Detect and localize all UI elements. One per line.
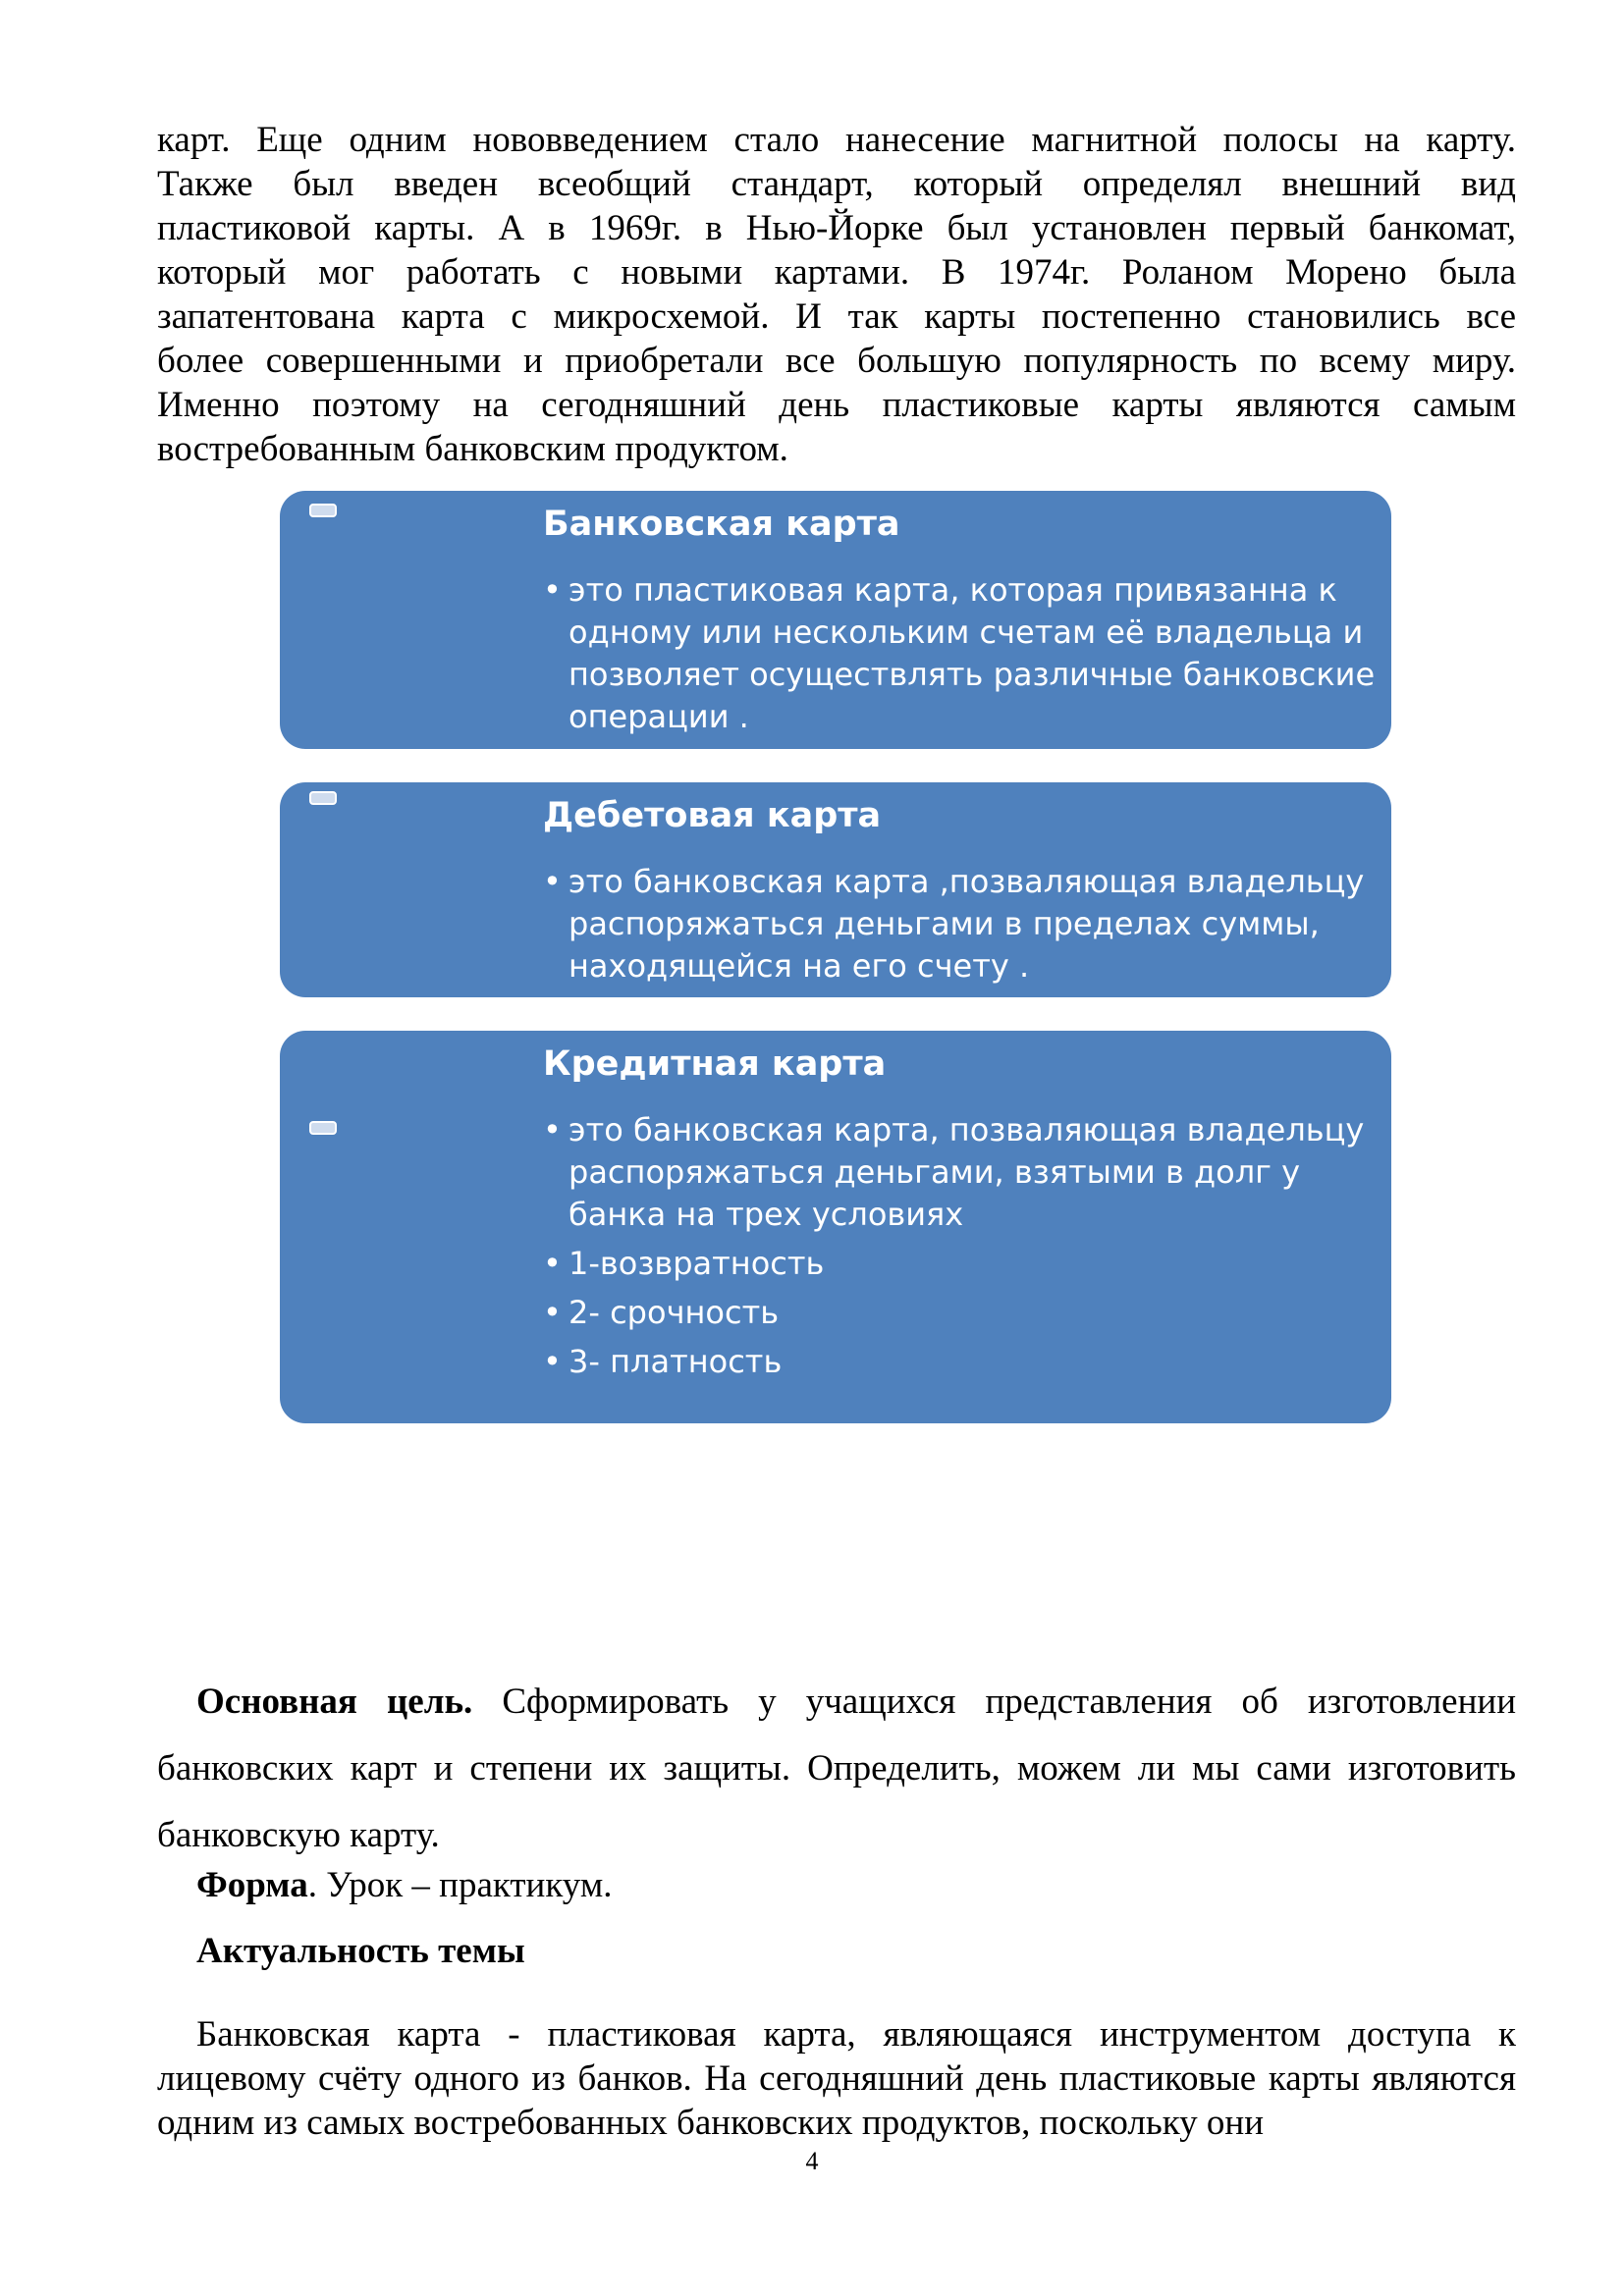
- bullet-item: • 1-возвратность: [543, 1243, 1378, 1285]
- debit-card-box: [280, 782, 1391, 997]
- bullet-item: • это банковская карта, позваляющая владельцу распоряжаться деньгами, взятыми в долг у банка на трех условиях: [543, 1109, 1378, 1236]
- bullet-item: • это пластиковая карта, которая привязанна к одному или нескольким счетам её владельца и позволяет осуществлять различные банковские операции .: [543, 569, 1378, 738]
- box-title: Банковская карта: [543, 505, 900, 544]
- collapse-icon[interactable]: [309, 504, 337, 517]
- form-paragraph: [157, 1863, 1555, 1907]
- goal-label: Основная цель.: [196, 1682, 473, 1722]
- intro-line: более совершенными и приобретали все большую популярность по всему миру.: [157, 341, 1516, 381]
- bullet-item: • 2- срочность: [543, 1292, 1378, 1334]
- intro-line: Именно поэтому на сегодняшний день пластиковые карты являются самым: [157, 385, 1516, 425]
- intro-line: запатентована карта с микросхемой. И так карты постепенно становились все: [157, 296, 1516, 337]
- bank-card-box: [280, 491, 1391, 749]
- intro-paragraph: [157, 118, 1516, 471]
- form-label: Форма: [196, 1865, 308, 1905]
- page-number: 4: [805, 2147, 819, 2175]
- box-title: Кредитная карта: [543, 1044, 887, 1084]
- collapse-icon[interactable]: [309, 1121, 337, 1135]
- intro-line: который мог работать с новыми картами. В 1974г. Роланом Морено была: [157, 252, 1516, 293]
- topic-heading: Актуальность темы: [196, 1931, 525, 1971]
- box-title: Дебетовая карта: [543, 796, 882, 835]
- intro-line: Также был введен всеобщий стандарт, который определял внешний вид: [157, 164, 1516, 204]
- collapse-icon[interactable]: [309, 791, 337, 805]
- goal-text: Сформировать у учащихся представления об изготовлении банковских карт и степени их защиты. Определить, можем ли мы сами изготовить банковскую карту.: [157, 1682, 1516, 1855]
- box-items: [543, 569, 1378, 738]
- relevance-paragraph: Банковская карта - пластиковая карта, являющаяся инструментом доступа к лицевому счёту одного из банков. На сегодняшний день пластиковые карты являются одним из самых востребованных банковских продуктов, поскольку они: [157, 2014, 1516, 2143]
- bullet-item: • 3- платность: [543, 1341, 1378, 1383]
- form-text: . Урок – практикум.: [307, 1865, 613, 1905]
- box-items: [543, 861, 1378, 988]
- credit-card-box: [280, 1031, 1391, 1423]
- intro-line: карт. Еще одним нововведением стало нанесение магнитной полосы на карту.: [157, 120, 1516, 160]
- goal-paragraph: [157, 1669, 1516, 1869]
- intro-line: востребованным банковским продуктом.: [157, 429, 788, 469]
- intro-line: пластиковой карты. А в 1969г. в Нью-Йорке был установлен первый банкомат,: [157, 208, 1516, 248]
- bullet-item: • это банковская карта ,позваляющая владельцу распоряжаться деньгами в пределах суммы, находящейся на его счету .: [543, 861, 1378, 988]
- box-items: [543, 1109, 1378, 1383]
